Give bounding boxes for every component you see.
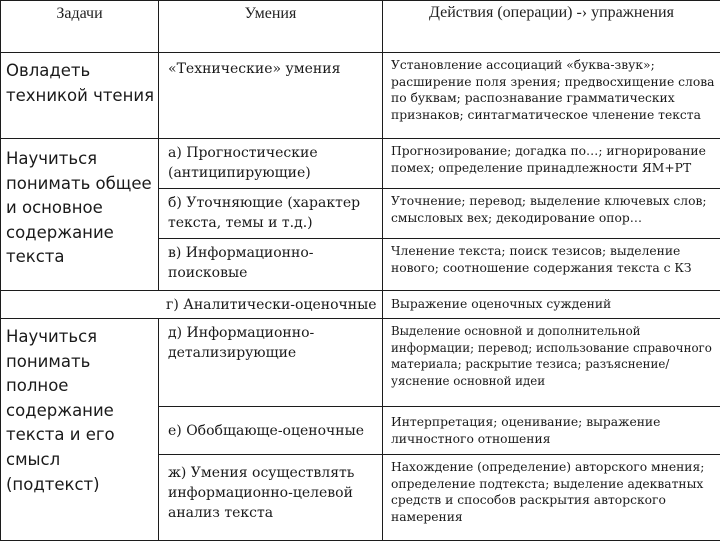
table-row <box>1 319 720 407</box>
skill-cell: «Технические» умения <box>159 53 383 139</box>
action-cell: Нахождение (определение) авторского мнения; определение подтекста; выделение адекватных средств и способов раскрытия авторского намерения <box>383 455 720 541</box>
task-cell: Научиться понимать полное содержание текста и его смысл (подтекст) <box>1 319 159 541</box>
action-cell: Уточнение; перевод; выделение ключевых слов; смысловых вех; декодирование опор… <box>383 189 720 239</box>
skill-cell: е) Обобщающе-оценочные <box>159 407 383 455</box>
skill-cell: в) Информационно-поисковые <box>159 239 383 291</box>
header-row <box>1 1 720 53</box>
table-row <box>1 291 720 319</box>
action-cell: Выделение основной и дополнительной информации; перевод; использование справочного материала; раскрытие тезиса; разъяснение/уяснение основной идеи <box>383 319 720 407</box>
task-cell: Научиться понимать общее и основное содержание текста <box>1 139 159 291</box>
action-cell: Членение текста; поиск тезисов; выделение нового; соотношение содержания текста с КЗ <box>383 239 720 291</box>
action-cell: Выражение оценочных суждений <box>383 291 720 319</box>
action-cell: Прогнозирование; догадка по…; игнорирование помех; определение принадлежности ЯМ+РТ <box>383 139 720 189</box>
skill-cell: д) Информационно-детализирующие <box>159 319 383 407</box>
header-skills: Умения <box>159 1 383 53</box>
skill-cell: ж) Умения осуществлять информационно-целевой анализ текста <box>159 455 383 541</box>
table-row <box>1 139 720 189</box>
skill-cell-analytic: г) Аналитически-оценочные <box>1 291 383 319</box>
skill-cell: б) Уточняющие (характер текста, темы и т.д.) <box>159 189 383 239</box>
header-actions: Действия (операции) -› упражнения <box>383 1 720 53</box>
skill-cell: а) Прогностические (антиципирующие) <box>159 139 383 189</box>
action-cell: Интерпретация; оценивание; выражение личностного отношения <box>383 407 720 455</box>
task-cell: Овладеть техникой чтения <box>1 53 159 139</box>
table-row <box>1 53 720 139</box>
header-tasks: Задачи <box>1 1 159 53</box>
action-cell: Установление ассоциаций «буква-звук»; расширение поля зрения; предвосхищение слова по буквам; распознавание грамматических признаков; синтагматическое членение текста <box>383 53 720 139</box>
